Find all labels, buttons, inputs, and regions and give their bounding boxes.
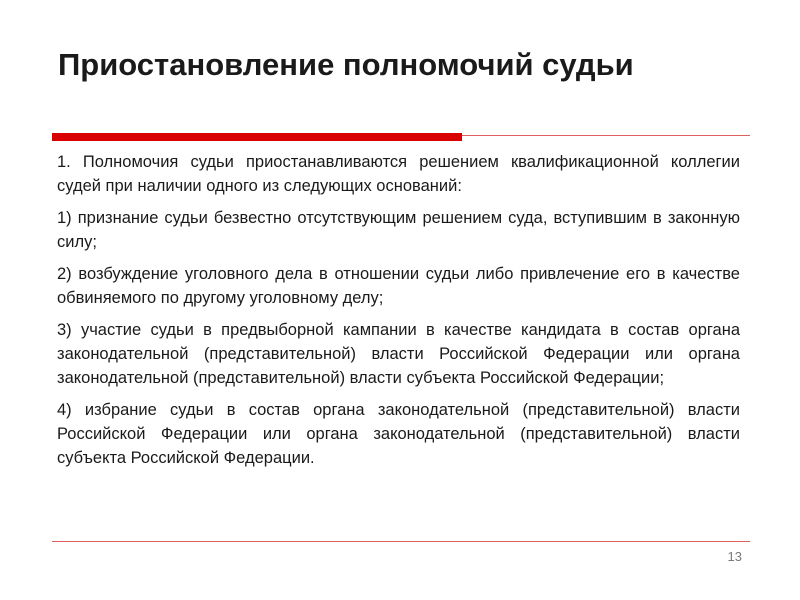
paragraph-item-4: 4) избрание судьи в состав органа законодательной (представительной) власти Российской Федерации или органа законодательной (представительной) власти субъекта Российской Федерации. — [57, 401, 740, 467]
paragraph-item-2: 2) возбуждение уголовного дела в отношении судьи либо привлечение его в качестве обвиняемого по другому уголовному делу; — [57, 265, 740, 307]
page-number: 13 — [727, 549, 742, 564]
slide-title: Приостановление полномочий судьи — [58, 47, 634, 82]
paragraph-intro: 1. Полномочия судьи приостанавливаются решением квалификационной коллегии судей при наличии одного из следующих оснований: — [57, 153, 740, 195]
footer-divider-line — [52, 541, 750, 542]
paragraph-item-1: 1) признание судьи безвестно отсутствующим решением суда, вступившим в законную силу; — [57, 209, 740, 251]
paragraph-item-3: 3) участие судьи в предвыборной кампании в качестве кандидата в состав органа законодательной (представительной) власти Российской Федерации или органа законодательной (представительной) власти субъекта Российской Федерации; — [57, 321, 740, 387]
title-accent-bar — [52, 133, 462, 141]
slide-body — [57, 150, 740, 478]
